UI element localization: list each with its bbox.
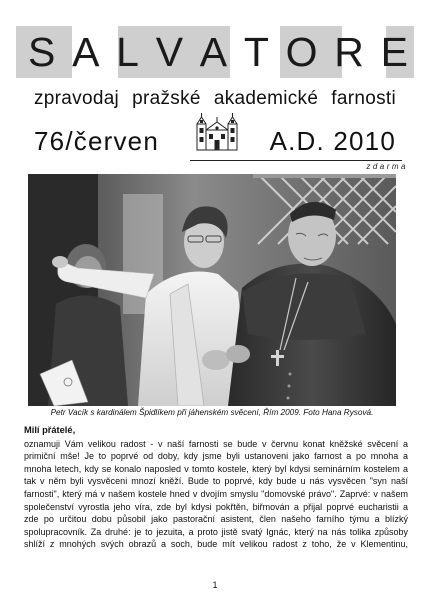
masthead xyxy=(16,26,414,78)
article-line: spolupracovník. Za druhé: je to jezuita, a proto jistě svatý Ignác, který na nás tolika způsoby xyxy=(24,526,408,537)
article-line: shlíží z mnohých svých obrazů a soch, bude mít velikou radost z toho, že v Klementinu, xyxy=(24,539,408,550)
masthead-letter: R xyxy=(334,28,364,75)
article-line: primiční mše! Je to poprvé od doby, kdy jsme byli ustanoveni jako farnost a po mnoha a xyxy=(24,451,408,462)
masthead-letter: E xyxy=(380,28,408,75)
cover-photo xyxy=(28,174,396,406)
issue-row xyxy=(34,124,396,160)
page-number: 1 xyxy=(212,580,218,590)
free-label: zdarma xyxy=(366,162,408,171)
masthead-title xyxy=(16,26,414,78)
masthead-letter: S xyxy=(28,28,56,75)
article-line: farnosti", který má v našem kostele hned v dvojím smyslu "domovské právo". Zaprvé: v našem xyxy=(24,488,408,499)
issue-year: A.D. 2010 xyxy=(269,126,396,156)
masthead-letter: L xyxy=(116,28,139,75)
article-line: oznamuji Vám velikou radost - v naší farnosti se bude v červnu konat kněžské svěcení a xyxy=(24,438,408,449)
article-line: tak v něm byli vysvěceni mnozí kněží. Bude to poprvé, kdy bude u nás vysvěcen "syn naší xyxy=(24,476,408,487)
masthead-letter: A xyxy=(72,28,100,75)
masthead-letter: A xyxy=(199,28,228,75)
church-logo-icon xyxy=(194,112,240,152)
article xyxy=(24,424,408,551)
article-line: společenství vyrostla jeho víra, zde byl kdysi pokřtěn, biřmován a přijal poprvé eucharistii a xyxy=(24,501,408,512)
masthead-letter: T xyxy=(243,28,269,75)
masthead-letter: V xyxy=(155,28,184,75)
newsletter-subtitle: zpravodaj pražské akademické farnosti xyxy=(34,88,396,109)
header-rule xyxy=(190,160,402,161)
article-greeting: Milí přátelé, xyxy=(24,425,76,435)
issue-number-month: 76/červen xyxy=(34,126,159,156)
article-line: mnoha letech, kdy se konalo naposled v tomto kostele, který byl kdysi seminárním kostelem a xyxy=(24,463,408,474)
article-line: zde po určitou dobu působil jako pastorační asistent, člen našeho farního týmu a blízký xyxy=(24,514,408,525)
photo-caption: Petr Vacík s kardinálem Špidlíkem při jáhenském svěcení, Řím 2009. Foto Hana Rysová. xyxy=(50,408,374,417)
masthead-letter: O xyxy=(285,28,318,75)
